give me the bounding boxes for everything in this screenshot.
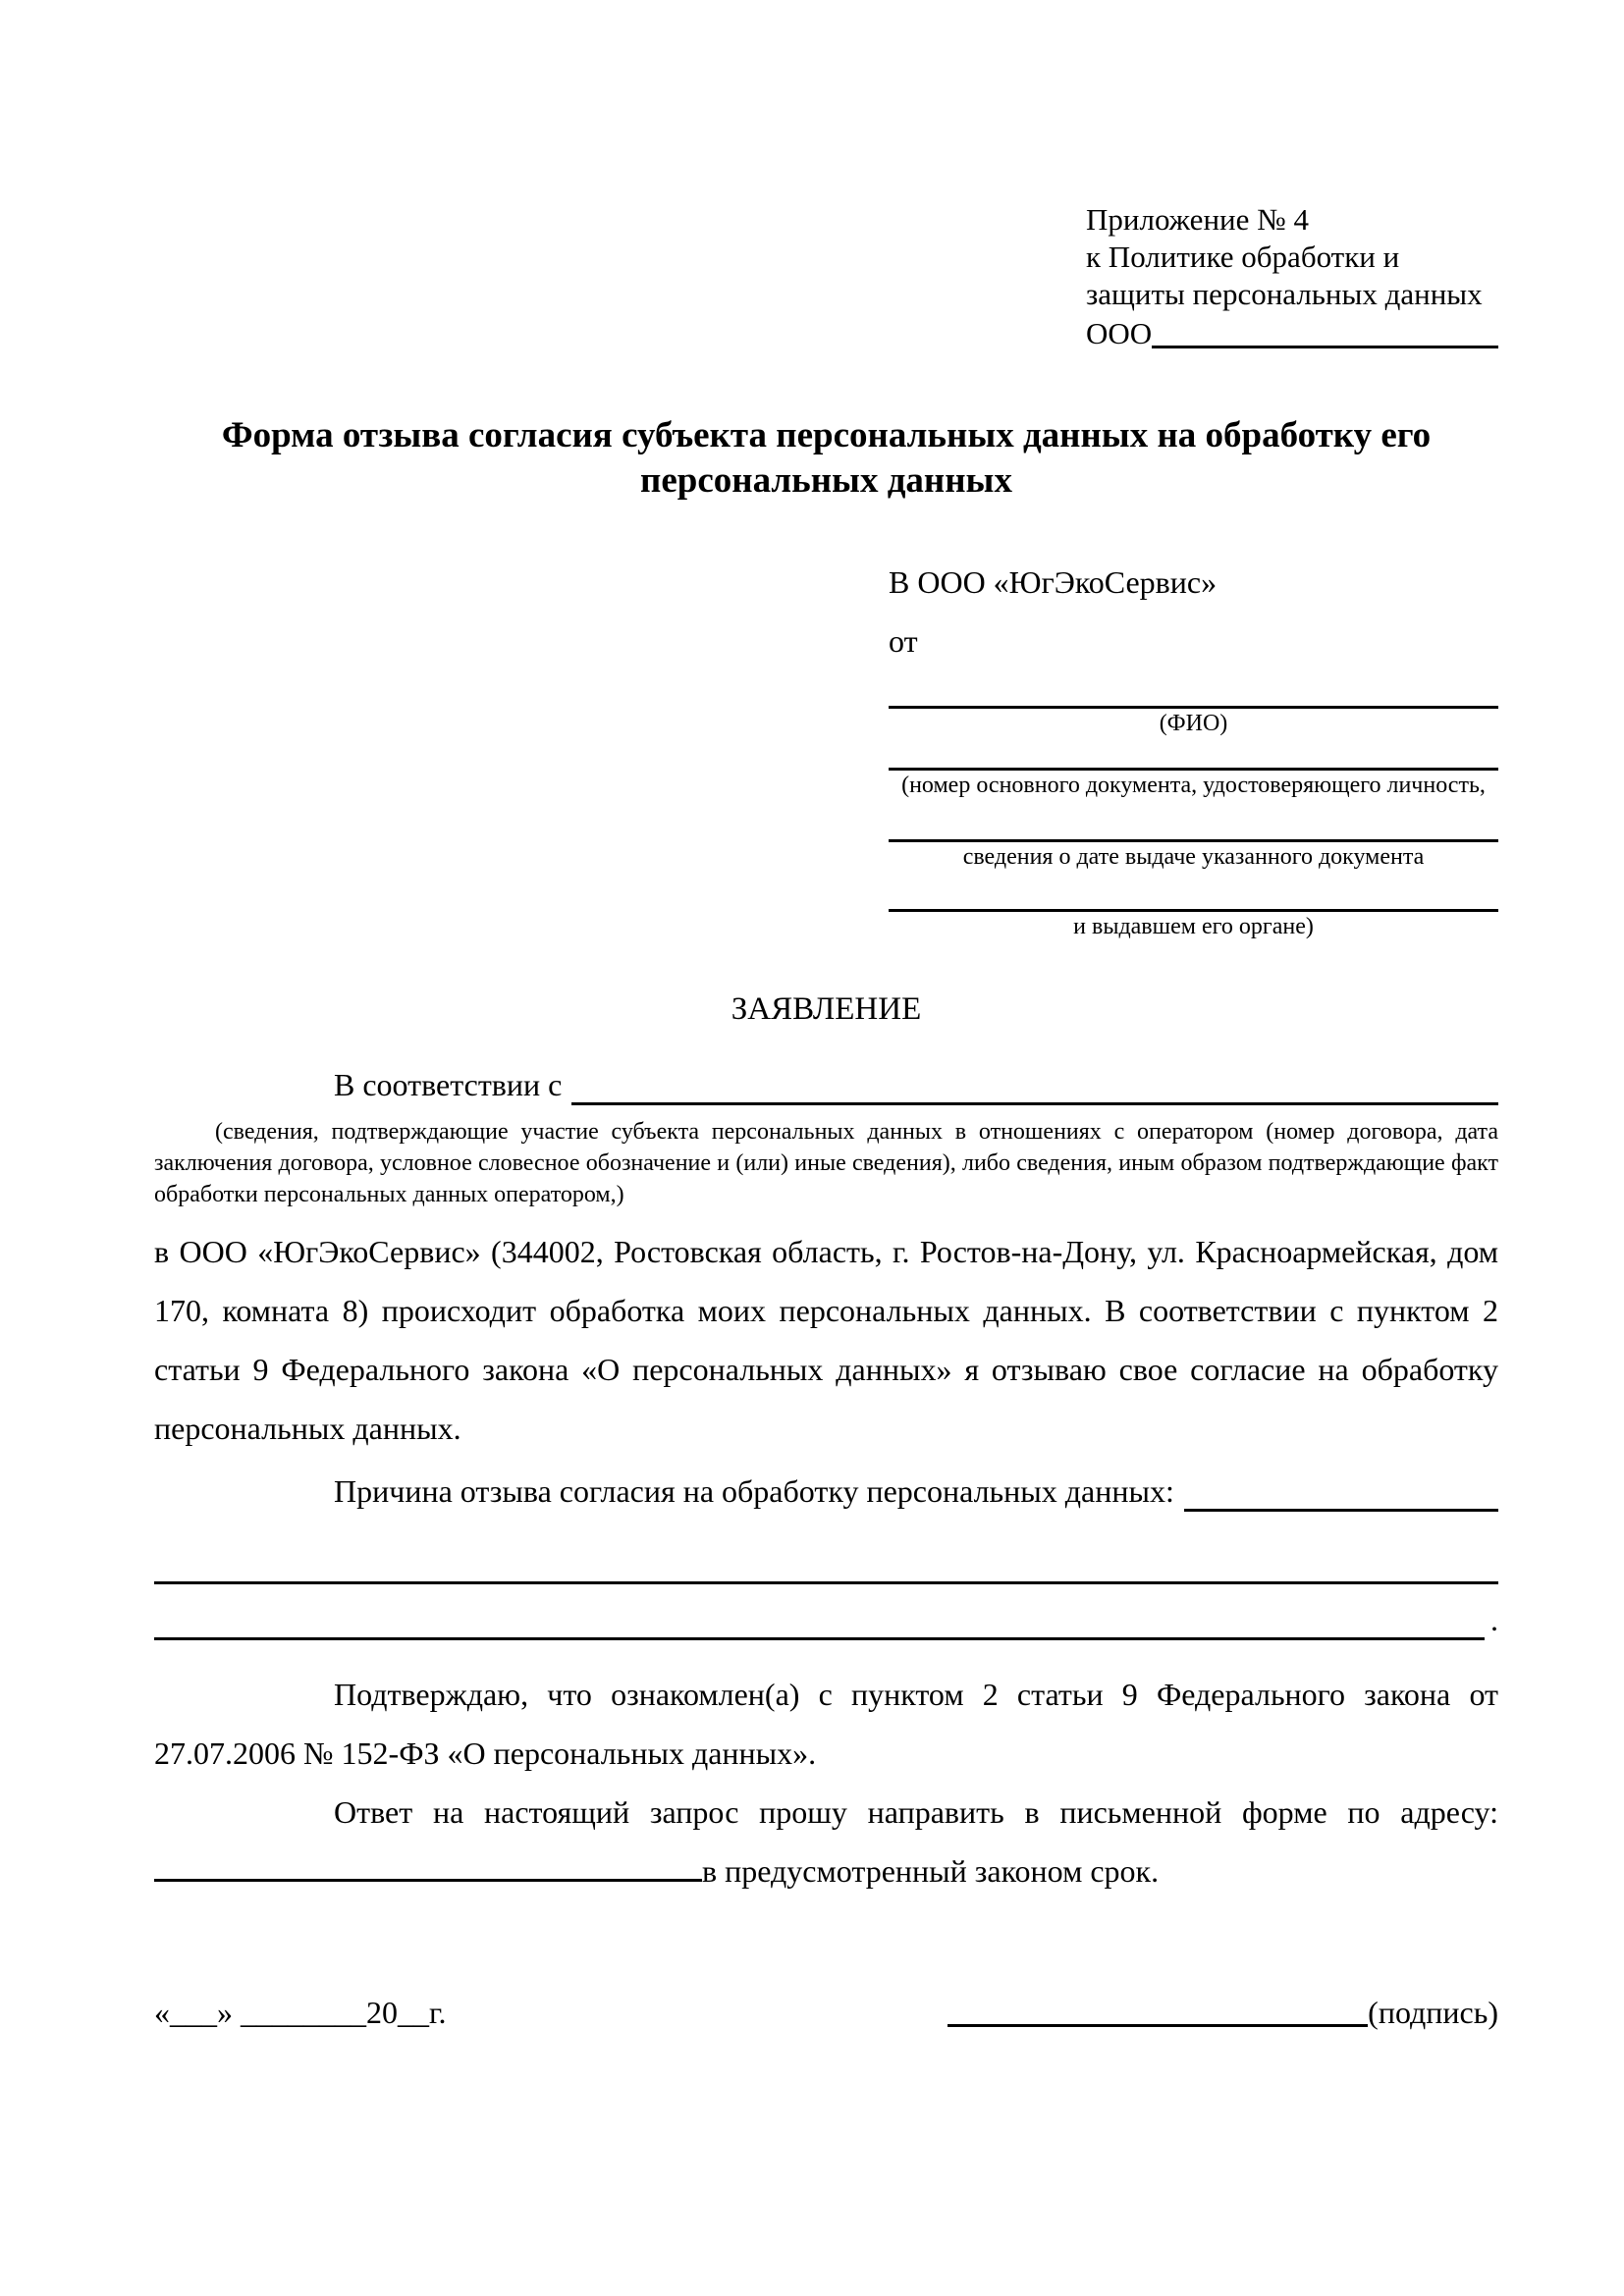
document-number-caption: (номер основного документа, удостоверяющего личность, [901, 773, 1486, 798]
issuing-authority-blank-line[interactable] [889, 872, 1498, 912]
company-prefix-label: ООО [1086, 316, 1153, 350]
reason-label: Причина отзыва согласия на обработку персональных данных: [334, 1473, 1174, 1509]
signature-caption: (подпись) [1368, 1995, 1498, 2030]
reason-blank-line-1[interactable] [1184, 1462, 1498, 1512]
document-number-blank-line[interactable] [889, 738, 1498, 771]
from-label: от [889, 623, 918, 659]
in-accordance-with-label: В соответствии с [334, 1067, 563, 1102]
document-title: Форма отзыва согласия субъекта персональных данных на обработку его персональных данных [221, 415, 1432, 501]
reply-suffix-text: в предусмотренный законом срок. [702, 1853, 1160, 1889]
fio-caption: (ФИО) [1159, 711, 1228, 736]
footer-row [154, 1991, 1498, 2034]
basis-fine-print: (сведения, подтверждающие участие субъекта персональных данных в отношениях с оператором (номер договора, дата заключения договора, условное словесное обозначение и (или) иные сведения), либо сведения, иным образом подтверждающие факт обработки персональных данных оператором,) [154, 1119, 1498, 1207]
reason-blank-line-2[interactable] [154, 1521, 1498, 1584]
reason-blank-row-3 [154, 1584, 1498, 1649]
appendix-company-row [1086, 313, 1498, 352]
issue-date-blank-line[interactable] [889, 800, 1498, 842]
issuing-authority-caption: и выдавшем его органе) [1073, 914, 1314, 939]
address-blank-line[interactable] [154, 1849, 702, 1882]
reason-row [154, 1462, 1498, 1521]
reply-paragraph [154, 1783, 1498, 1900]
fio-blank-line[interactable] [889, 670, 1498, 709]
statement-heading: ЗАЯВЛЕНИЕ [731, 991, 922, 1027]
withdrawal-paragraph: в ООО «ЮгЭкоСервис» (344002, Ростовская область, г. Ростов-на-Дону, ул. Красноармейская, дом 170, комната 8) происходит обработка моих персональных данных. В соответствии с пунктом 2 статьи 9 Федерального закона «О персональных данных» я отзываю свое согласие на обработку персональных данных. [154, 1234, 1498, 1446]
date-blank-line[interactable]: «___» ________20__г. [154, 1995, 447, 2030]
appendix-note-line-1: Приложение № 4 [1086, 202, 1309, 237]
basis-blank-line[interactable] [571, 1055, 1498, 1105]
appendix-note [1086, 201, 1498, 352]
signature-block [947, 1991, 1498, 2034]
addressee-organization: В ООО «ЮгЭкоСервис» [889, 564, 1218, 600]
addressee-block [889, 553, 1498, 941]
reply-prefix-text: Ответ на настоящий запрос прошу направить в письменной форме по адресу: [334, 1794, 1498, 1830]
in-accordance-with-row [154, 1055, 1498, 1114]
signature-blank-line[interactable] [947, 2024, 1368, 2027]
issue-date-caption: сведения о дате выдаче указанного документа [962, 844, 1425, 870]
appendix-note-line-2: к Политике обработки и [1086, 240, 1400, 274]
reason-blank-line-3[interactable] [154, 1637, 1485, 1640]
company-name-blank-line[interactable] [1152, 346, 1498, 348]
reason-terminator: . [1490, 1602, 1498, 1637]
confirmation-paragraph: Подтверждаю, что ознакомлен(а) с пунктом 2 статьи 9 Федерального закона от 27.07.2006 № 152-ФЗ «О персональных данных». [154, 1677, 1498, 1771]
appendix-note-line-3: защиты персональных данных [1086, 277, 1483, 311]
